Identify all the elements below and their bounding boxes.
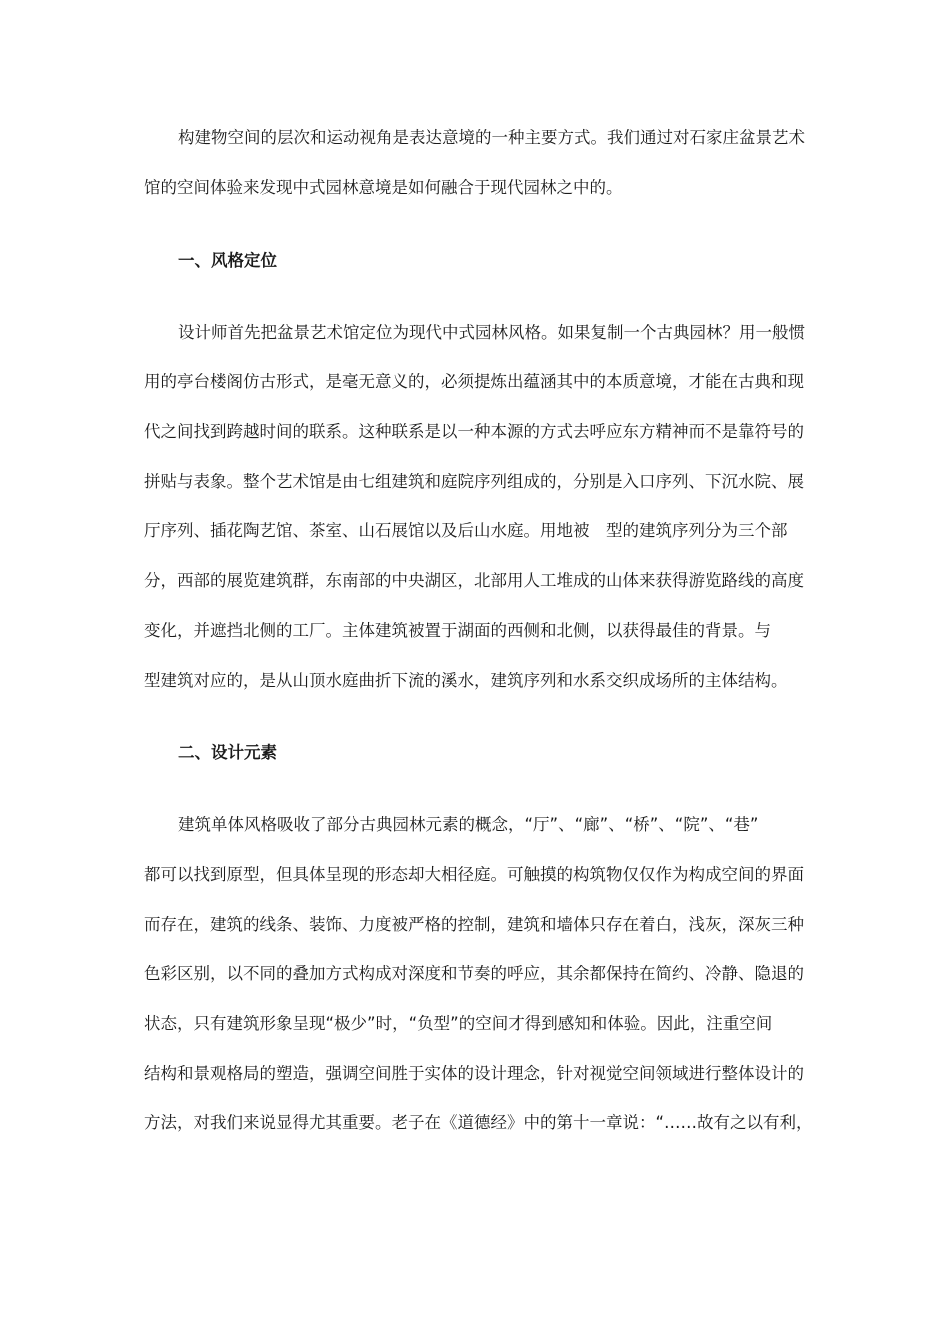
paragraph-line: 状态，只有建筑形象呈现“极少”时，“负型”的空间才得到感知和体验。因此，注重空间 — [144, 1014, 773, 1033]
section-heading-style: 一、风格定位 — [178, 251, 277, 270]
paragraph-line: 用的亭台楼阁仿古形式，是毫无意义的，必须提炼出蕴涵其中的本质意境，才能在古典和现 — [144, 372, 804, 391]
section-heading-design: 二、设计元素 — [178, 743, 277, 762]
paragraph-line: 色彩区别，以不同的叠加方式构成对深度和节奏的呼应，其余都保持在简约、冷静、隐退的 — [144, 964, 804, 983]
paragraph-line: 设计师首先把盆景艺术馆定位为现代中式园林风格。如果复制一个古典园林？用一般惯 — [178, 323, 805, 342]
paragraph-line: 而存在，建筑的线条、装饰、力度被严格的控制，建筑和墙体只存在着白，浅灰，深灰三种 — [144, 915, 804, 934]
paragraph-line: 变化，并遮挡北侧的工厂。主体建筑被置于湖面的西侧和北侧，以获得最佳的背景。与 — [144, 621, 771, 640]
paragraph-line: 方法，对我们来说显得尤其重要。老子在《道德经》中的第十一章说：“……故有之以有利， — [144, 1113, 813, 1132]
paragraph-line: 结构和景观格局的塑造，强调空间胜于实体的设计理念，针对视觉空间领域进行整体设计的 — [144, 1064, 804, 1083]
paragraph-line: 分，西部的展览建筑群，东南部的中央湖区，北部用人工堆成的山体来获得游览路线的高度 — [144, 571, 804, 590]
paragraph-line: 代之间找到跨越时间的联系。这种联系是以一种本源的方式去呼应东方精神而不是靠符号的 — [144, 422, 804, 441]
paragraph-line: 拼贴与表象。整个艺术馆是由七组建筑和庭院序列组成的，分别是入口序列、下沉水院、展 — [144, 472, 804, 491]
paragraph-line: 厅序列、插花陶艺馆、茶室、山石展馆以及后山水庭。用地被 型的建筑序列分为三个部 — [144, 521, 788, 540]
paragraph-line: 都可以找到原型，但具体呈现的形态却大相径庭。可触摸的构筑物仅仅作为构成空间的界面 — [144, 865, 804, 884]
intro-line: 构建物空间的层次和运动视角是表达意境的一种主要方式。我们通过对石家庄盆景艺术 — [178, 128, 805, 147]
intro-line: 馆的空间体验来发现中式园林意境是如何融合于现代园林之中的。 — [144, 178, 623, 197]
paragraph-line: 建筑单体风格吸收了部分古典园林元素的概念，“厅”、“廊”、“桥”、“院”、“巷” — [178, 815, 759, 834]
paragraph-line: 型建筑对应的，是从山顶水庭曲折下流的溪水，建筑序列和水系交织成场所的主体结构。 — [144, 671, 788, 690]
